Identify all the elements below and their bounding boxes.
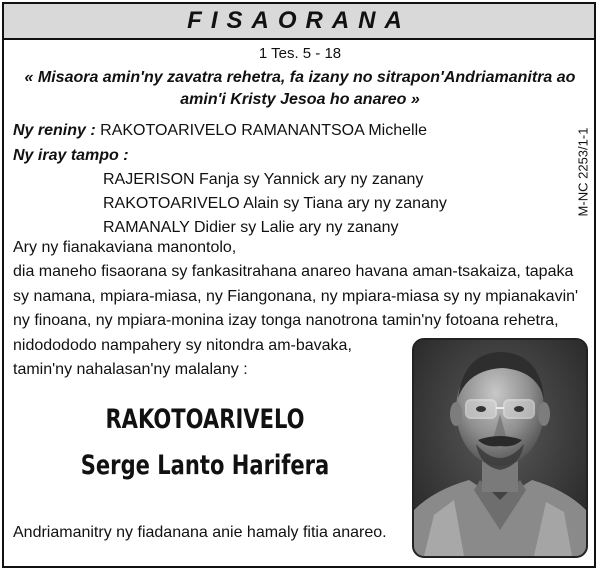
- notice-title: FISAORANA: [187, 7, 411, 34]
- reference-code: M-NC 2253/1-1: [575, 127, 591, 217]
- mother-row: [13, 121, 427, 141]
- deceased-surname: RAKOTOARIVELO: [105, 404, 305, 435]
- mother-label: Ny reniny :: [13, 122, 96, 139]
- siblings-label: Ny iray tampo :: [13, 147, 129, 164]
- body-line: nidodododo nampahery sy nitondra am-bavaka,: [13, 337, 352, 354]
- verse-line-2: amin'i Kristy Jesoa ho anareo »: [180, 91, 420, 108]
- portrait-photo: [412, 338, 588, 558]
- bible-reference: 1 Tes. 5 - 18: [258, 45, 342, 62]
- sibling-item: RAJERISON Fanja sy Yannick ary ny zanany: [103, 171, 424, 188]
- body-line: tamin'ny nahalasan'ny malalany :: [13, 361, 248, 378]
- body-line: dia maneho fisaorana sy fankasitrahana anareo havana aman-tsakaiza, tapaka: [13, 263, 574, 280]
- body-line: sy namana, mpiara-miasa, ny Fiangonana, ny mpiara-miasa sy ny mpianakavin': [13, 288, 579, 305]
- bible-verse: [10, 67, 590, 111]
- sibling-item: RAKOTOARIVELO Alain sy Tiana ary ny zanany: [103, 195, 447, 212]
- closing-line: Andriamanitry ny fiadanana anie hamaly fitia anareo.: [13, 524, 387, 541]
- body-line: ny finoana, ny mpiara-monina izay tonga nanotrona tamin'ny fotoana rehetra,: [13, 312, 559, 329]
- mother-name: RAKOTOARIVELO RAMANANTSOA Michelle: [100, 122, 428, 139]
- body-line: Ary ny fianakaviana manontolo,: [13, 239, 237, 256]
- portrait-image: [414, 340, 586, 556]
- verse-line-1: « Misaora amin'ny zavatra rehetra, fa izany no sitrapon'Andriamanitra ao: [24, 69, 576, 86]
- sibling-item: RAMANALY Didier sy Lalie ary ny zanany: [103, 219, 399, 236]
- deceased-given-names: Serge Lanto Harifera: [80, 450, 330, 481]
- header-banner: [4, 4, 594, 40]
